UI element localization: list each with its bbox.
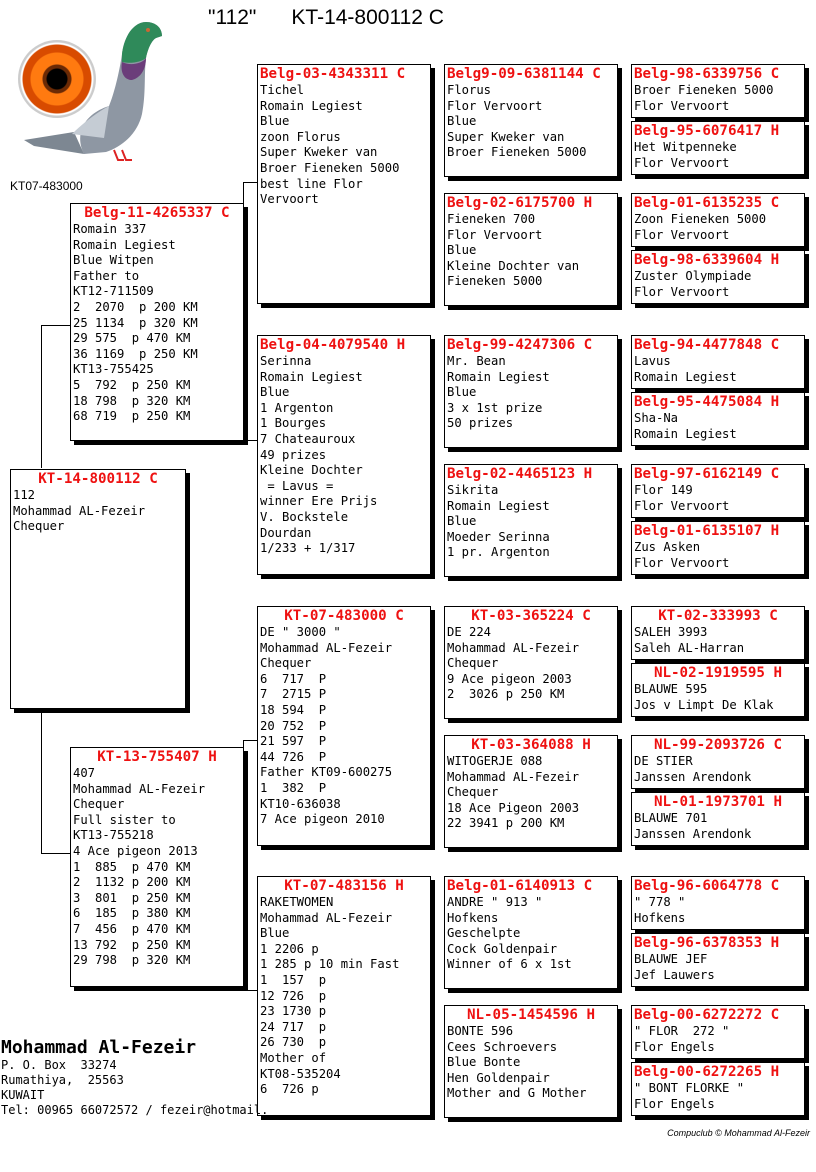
- grandparent-line: Serinna: [260, 354, 312, 368]
- sire-line: 68 719 p 250 KM: [73, 409, 191, 424]
- ancestor-line: Zuster Olympiade: [634, 269, 752, 283]
- great-grandparent-line: Flor Vervoort: [447, 227, 543, 242]
- ancestor-ring-number: Belg-00-6272265 H: [634, 1064, 780, 1080]
- great-grandparent-card: [444, 64, 618, 177]
- subject-line: Mohammad AL-Fezeir: [13, 503, 146, 518]
- grandparent-line: KT10-636038: [260, 796, 341, 811]
- connector-line: [243, 740, 257, 741]
- ancestor-line: Flor Engels: [634, 1096, 715, 1111]
- ancestor-line: Flor Vervoort: [634, 227, 730, 242]
- great-grandparent-ring-number: KT-03-364088 H: [471, 737, 591, 753]
- connector-line: [243, 440, 257, 441]
- ancestor-ring-number: Belg-96-6378353 H: [634, 935, 780, 951]
- connector-line: [41, 325, 70, 326]
- grandparent-card: [257, 606, 431, 846]
- grandparent-card: [257, 335, 431, 575]
- owner-address-line: Rumathiya, 25563: [1, 1073, 124, 1087]
- great-grandparent-line: BONTE 596: [447, 1024, 514, 1038]
- grandparent-ring-number: KT-07-483156 H: [284, 878, 404, 894]
- ancestor-card: [631, 121, 805, 175]
- grandparent-line: Romain Legiest: [260, 98, 363, 113]
- ancestor-line: Flor Vervoort: [634, 284, 730, 299]
- great-grandparent-line: Chequer: [447, 785, 499, 800]
- ancestor-line: Flor Vervoort: [634, 498, 730, 513]
- great-grandparent-ring-number: KT-03-365224 C: [471, 608, 591, 624]
- grandparent-line: KT08-535204: [260, 1066, 341, 1081]
- logo-caption: KT07-483000: [10, 179, 83, 193]
- sire-line: 2 2070 p 200 KM: [73, 299, 198, 314]
- great-grandparent-card: [444, 735, 618, 848]
- ancestor-line: Flor 149: [634, 483, 693, 497]
- grandparent-line: Broer Fieneken 5000: [260, 160, 400, 175]
- sire-line: 36 1169 p 250 KM: [73, 346, 198, 361]
- ancestor-line: Jos v Limpt De Klak: [634, 697, 774, 712]
- dam-line: 407: [73, 766, 96, 780]
- great-grandparent-line: Mohammad AL-Fezeir: [447, 640, 580, 655]
- ancestor-line: Flor Engels: [634, 1039, 715, 1054]
- grandparent-line: 24 717 p: [260, 1019, 327, 1034]
- grandparent-line: 1 2206 p: [260, 941, 319, 956]
- great-grandparent-line: 18 Ace Pigeon 2003: [447, 800, 580, 815]
- great-grandparent-card: [444, 606, 618, 719]
- connector-line: [243, 182, 257, 183]
- ancestor-ring-number: Belg-01-6135107 H: [634, 523, 780, 539]
- great-grandparent-line: Flor Vervoort: [447, 98, 543, 113]
- grandparent-line: 44 726 P: [260, 749, 327, 764]
- sire-line: Blue Witpen: [73, 253, 154, 268]
- ancestor-line: Flor Vervoort: [634, 555, 730, 570]
- ancestor-ring-number: Belg-00-6272272 C: [634, 1007, 780, 1023]
- ancestor-card: [631, 606, 805, 660]
- great-grandparent-line: Florus: [447, 83, 492, 97]
- great-grandparent-line: Blue: [447, 514, 477, 529]
- grandparent-line: 20 752 P: [260, 718, 327, 733]
- dam-line: KT13-755218: [73, 828, 154, 843]
- great-grandparent-card: [444, 193, 618, 306]
- connector-line: [41, 708, 42, 853]
- ancestor-line: Flor Vervoort: [634, 155, 730, 170]
- connector-line: [243, 990, 257, 991]
- ancestor-ring-number: Belg-95-6076417 H: [634, 123, 780, 139]
- grandparent-line: 7 Ace pigeon 2010: [260, 812, 385, 827]
- grandparent-line: 23 1730 p: [260, 1004, 327, 1019]
- ancestor-ring-number: Belg-01-6135235 C: [634, 195, 780, 211]
- great-grandparent-line: Romain Legiest: [447, 498, 550, 513]
- dam-line: 29 798 p 320 KM: [73, 953, 191, 968]
- connector-line: [41, 853, 70, 854]
- great-grandparent-line: Sikrita: [447, 483, 499, 497]
- great-grandparent-line: Blue Bonte: [447, 1055, 521, 1070]
- great-grandparent-line: Broer Fieneken 5000: [447, 145, 587, 160]
- ancestor-card: [631, 521, 805, 575]
- great-grandparent-ring-number: Belg-01-6140913 C: [447, 878, 593, 894]
- sire-line: KT13-755425: [73, 362, 154, 377]
- great-grandparent-line: DE 224: [447, 625, 492, 639]
- sire-line: Romain 337: [73, 222, 147, 236]
- ancestor-line: Hofkens: [634, 910, 686, 925]
- great-grandparent-line: 9 Ace pigeon 2003: [447, 671, 572, 686]
- dam-line: 6 185 p 380 KM: [73, 906, 191, 921]
- great-grandparent-card: [444, 876, 618, 989]
- grandparent-line: RAKETWOMEN: [260, 895, 334, 909]
- ancestor-card: [631, 735, 805, 789]
- ancestor-ring-number: NL-01-1973701 H: [653, 794, 783, 810]
- ancestor-ring-number: Belg-95-4475084 H: [634, 394, 780, 410]
- owner-block: [1, 1037, 268, 1118]
- great-grandparent-line: Fieneken 700: [447, 212, 536, 226]
- great-grandparent-line: 2 3026 p 250 KM: [447, 687, 565, 702]
- great-grandparent-line: 50 prizes: [447, 416, 514, 431]
- great-grandparent-line: Fieneken 5000: [447, 274, 543, 289]
- grandparent-card: [257, 876, 431, 1116]
- grandparent-card: [257, 64, 431, 304]
- ancestor-card: [631, 933, 805, 987]
- ancestor-ring-number: Belg-94-4477848 C: [634, 337, 780, 353]
- dam-card: [70, 747, 244, 987]
- great-grandparent-card: [444, 1005, 618, 1118]
- grandparent-line: 26 730 p: [260, 1035, 327, 1050]
- subject-line: Chequer: [13, 519, 65, 534]
- ancestor-line: Het Witpenneke: [634, 140, 737, 154]
- ancestor-line: BLAUWE JEF: [634, 952, 708, 966]
- ancestor-card: [631, 335, 805, 389]
- great-grandparent-line: WITOGERJE 088: [447, 754, 543, 768]
- ancestor-card: [631, 792, 805, 846]
- grandparent-line: 1 382 P: [260, 780, 327, 795]
- grandparent-line: DE " 3000 ": [260, 625, 341, 639]
- great-grandparent-line: Mr. Bean: [447, 354, 506, 368]
- grandparent-line: 7 Chateauroux: [260, 431, 356, 446]
- dam-line: 13 792 p 250 KM: [73, 937, 191, 952]
- ancestor-line: BLAUWE 701: [634, 811, 708, 825]
- grandparent-line: winner Ere Prijs: [260, 494, 378, 509]
- ancestor-line: Broer Fieneken 5000: [634, 83, 774, 97]
- ancestor-line: Romain Legiest: [634, 426, 737, 441]
- ancestor-card: [631, 193, 805, 247]
- ancestor-ring-number: KT-02-333993 C: [658, 608, 778, 624]
- sire-line: 29 575 p 470 KM: [73, 331, 191, 346]
- grandparent-line: 18 594 P: [260, 702, 327, 717]
- dam-line: 7 456 p 470 KM: [73, 921, 191, 936]
- pedigree-title: "112" KT-14-800112 C: [208, 6, 444, 29]
- grandparent-line: best line Flor: [260, 176, 363, 191]
- great-grandparent-line: Blue: [447, 114, 477, 129]
- grandparent-line: Mother of: [260, 1050, 327, 1065]
- sire-line: KT12-711509: [73, 284, 154, 299]
- owner-contact-line: Tel: 00965 66072572 / fezeir@hotmail.: [1, 1103, 269, 1117]
- ancestor-line: Sha-Na: [634, 411, 679, 425]
- ancestor-ring-number: Belg-98-6339604 H: [634, 252, 780, 268]
- dam-line: 1 885 p 470 KM: [73, 859, 191, 874]
- great-grandparent-ring-number: Belg-02-4465123 H: [447, 466, 593, 482]
- grandparent-line: V. Bockstele: [260, 509, 349, 524]
- sire-ring-number: Belg-11-4265337 C: [84, 205, 230, 221]
- grandparent-line: Kleine Dochter: [260, 463, 363, 478]
- grandparent-line: Blue: [260, 926, 290, 941]
- great-grandparent-card: [444, 464, 618, 577]
- grandparent-line: 1 157 p: [260, 972, 327, 987]
- great-grandparent-line: Blue: [447, 243, 477, 258]
- ancestor-card: [631, 876, 805, 930]
- dam-line: 4 Ace pigeon 2013: [73, 843, 198, 858]
- ancestor-card: [631, 1005, 805, 1059]
- grandparent-ring-number: KT-07-483000 C: [284, 608, 404, 624]
- grandparent-line: 1 Bourges: [260, 416, 327, 431]
- grandparent-line: Dourdan: [260, 525, 312, 540]
- dam-line: 3 801 p 250 KM: [73, 890, 191, 905]
- great-grandparent-line: Moeder Serinna: [447, 529, 550, 544]
- sire-line: 18 798 p 320 KM: [73, 393, 191, 408]
- sire-line: 25 1134 p 320 KM: [73, 315, 198, 330]
- great-grandparent-line: Mohammad AL-Fezeir: [447, 769, 580, 784]
- great-grandparent-line: Chequer: [447, 656, 499, 671]
- owner-address-line: KUWAIT: [1, 1088, 45, 1102]
- ancestor-card: [631, 663, 805, 717]
- footer-credit: Compuclub © Mohammad Al-Fezeir: [667, 1128, 810, 1138]
- subject-card: [10, 469, 186, 709]
- ancestor-card: [631, 392, 805, 446]
- great-grandparent-ring-number: Belg9-09-6381144 C: [447, 66, 601, 82]
- ancestor-ring-number: Belg-98-6339756 C: [634, 66, 780, 82]
- great-grandparent-line: Winner of 6 x 1st: [447, 957, 572, 972]
- ancestor-card: [631, 464, 805, 518]
- great-grandparent-line: Cock Goldenpair: [447, 941, 558, 956]
- dam-ring-number: KT-13-755407 H: [97, 749, 217, 765]
- grandparent-line: 6 726 p: [260, 1082, 319, 1097]
- ancestor-ring-number: Belg-96-6064778 C: [634, 878, 780, 894]
- ancestor-line: " FLOR 272 ": [634, 1024, 730, 1038]
- ancestor-card: [631, 1062, 805, 1116]
- grandparent-line: Mohammad AL-Fezeir: [260, 640, 393, 655]
- grandparent-ring-number: Belg-03-4343311 C: [260, 66, 406, 82]
- ancestor-line: Janssen Arendonk: [634, 769, 752, 784]
- grandparent-line: 12 726 p: [260, 988, 327, 1003]
- great-grandparent-line: 1 pr. Argenton: [447, 545, 550, 560]
- subject-line: 112: [13, 488, 36, 502]
- owner-name: Mohammad Al-Fezeir: [1, 1037, 197, 1058]
- great-grandparent-line: Romain Legiest: [447, 369, 550, 384]
- grandparent-line: Mohammad AL-Fezeir: [260, 910, 393, 925]
- great-grandparent-line: Geschelpte: [447, 926, 521, 941]
- grandparent-line: Tichel: [260, 83, 305, 97]
- grandparent-line: 1 Argenton: [260, 400, 334, 415]
- dam-line: Mohammad AL-Fezeir: [73, 781, 206, 796]
- great-grandparent-line: 3 x 1st prize: [447, 400, 543, 415]
- great-grandparent-line: Blue: [447, 385, 477, 400]
- dam-line: Chequer: [73, 797, 125, 812]
- grandparent-line: 1 285 p 10 min Fast: [260, 957, 400, 972]
- sire-card: [70, 203, 244, 441]
- pigeon-logo: [14, 14, 164, 164]
- ancestor-card: [631, 250, 805, 304]
- ancestor-ring-number: NL-02-1919595 H: [653, 665, 783, 681]
- grandparent-line: 49 prizes: [260, 447, 327, 462]
- grandparent-line: 6 717 P: [260, 671, 327, 686]
- great-grandparent-ring-number: Belg-99-4247306 C: [447, 337, 593, 353]
- grandparent-line: zoon Florus: [260, 129, 341, 144]
- sire-line: Father to: [73, 268, 140, 283]
- great-grandparent-ring-number: Belg-02-6175700 H: [447, 195, 593, 211]
- grandparent-line: Blue: [260, 114, 290, 129]
- ancestor-ring-number: NL-99-2093726 C: [653, 737, 783, 753]
- great-grandparent-ring-number: NL-05-1454596 H: [466, 1007, 596, 1023]
- ancestor-line: " 778 ": [634, 895, 686, 909]
- grandparent-line: Father KT09-600275: [260, 765, 393, 780]
- ancestor-line: Romain Legiest: [634, 369, 737, 384]
- connector-line: [41, 325, 42, 468]
- ancestor-line: Janssen Arendonk: [634, 826, 752, 841]
- ancestor-line: SALEH 3993: [634, 625, 708, 639]
- great-grandparent-line: Hen Goldenpair: [447, 1070, 550, 1085]
- ancestor-ring-number: Belg-97-6162149 C: [634, 466, 780, 482]
- great-grandparent-line: Kleine Dochter van: [447, 258, 580, 273]
- owner-address-line: P. O. Box 33274: [1, 1058, 117, 1072]
- ancestor-line: " BONT FLORKE ": [634, 1081, 745, 1095]
- ancestor-line: DE STIER: [634, 754, 693, 768]
- ancestor-line: Jef Lauwers: [634, 967, 715, 982]
- ancestor-card: [631, 64, 805, 118]
- grandparent-line: 7 2715 P: [260, 687, 327, 702]
- ancestor-line: Zus Asken: [634, 540, 701, 554]
- grandparent-line: 1/233 + 1/317: [260, 541, 356, 556]
- subject-ring-number: KT-14-800112 C: [38, 471, 158, 487]
- ancestor-line: Lavus: [634, 354, 671, 368]
- grandparent-line: Vervoort: [260, 192, 319, 207]
- grandparent-line: Chequer: [260, 656, 312, 671]
- grandparent-line: 21 597 P: [260, 734, 327, 749]
- grandparent-line: Romain Legiest: [260, 369, 363, 384]
- grandparent-line: = Lavus =: [260, 478, 334, 493]
- pigeon-icon: [14, 14, 164, 164]
- great-grandparent-line: Cees Schroevers: [447, 1039, 558, 1054]
- sire-line: Romain Legiest: [73, 237, 176, 252]
- great-grandparent-line: Hofkens: [447, 910, 499, 925]
- sire-line: 5 792 p 250 KM: [73, 377, 191, 392]
- great-grandparent-line: Super Kweker van: [447, 129, 565, 144]
- dam-line: 2 1132 p 200 KM: [73, 875, 191, 890]
- ancestor-line: Saleh AL-Harran: [634, 640, 745, 655]
- ancestor-line: BLAUWE 595: [634, 682, 708, 696]
- great-grandparent-card: [444, 335, 618, 448]
- ancestor-line: Zoon Fieneken 5000: [634, 212, 767, 226]
- great-grandparent-line: ANDRE " 913 ": [447, 895, 543, 909]
- great-grandparent-line: 22 3941 p 200 KM: [447, 816, 565, 831]
- grandparent-line: Super Kweker van: [260, 145, 378, 160]
- grandparent-ring-number: Belg-04-4079540 H: [260, 337, 406, 353]
- grandparent-line: Blue: [260, 385, 290, 400]
- ancestor-line: Flor Vervoort: [634, 98, 730, 113]
- great-grandparent-line: Mother and G Mother: [447, 1086, 587, 1101]
- dam-line: Full sister to: [73, 812, 176, 827]
